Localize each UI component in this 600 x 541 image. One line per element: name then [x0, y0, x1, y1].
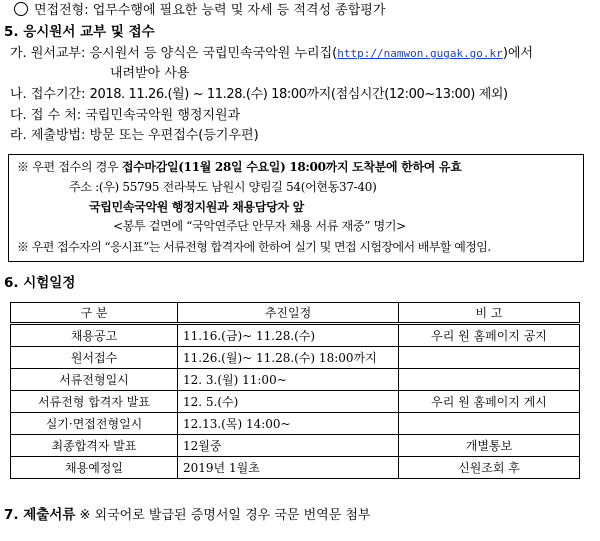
column-header: 비 고 [399, 303, 580, 324]
item-label: 다. 접 수 처: [10, 108, 82, 123]
row-schedule: 12. 3.(월) 11:00~ [178, 369, 399, 391]
row-category: 서류전형 합격자 발표 [11, 391, 178, 413]
section7-line [4, 506, 371, 525]
section6-heading: 6. 시험일정 [4, 275, 76, 291]
row-schedule: 2019년 1월초 [178, 457, 399, 479]
item-application-distribution [10, 45, 533, 63]
row-category: 채용예정일 [11, 457, 178, 479]
table-row [11, 391, 580, 413]
website-link[interactable]: http://namwon.gugak.go.kr [337, 47, 503, 60]
row-note: 우리 원 홈페이지 게시 [399, 391, 580, 413]
item-text-after: )에서 [502, 46, 534, 61]
notice-line-exam-ticket: ※ 우편 접수자의 “응시표”는 서류전형 합격자에 한하여 실기 및 면접 시험장에서 배부할 예정임. [17, 240, 491, 254]
section5-heading: 5. 응시원서 교부 및 접수 [4, 24, 155, 40]
item-application-period [10, 86, 508, 104]
row-schedule: 12월중 [178, 435, 399, 457]
row-category: 최종합격자 발표 [11, 435, 178, 457]
item-receiving-office [10, 107, 240, 125]
item-label: 라. 제출방법: [10, 128, 86, 143]
notice-deadline-bold: 접수마감일(11월 28일 수요일) 18:00까지 도착분에 한하여 유효 [121, 160, 462, 174]
row-note [399, 347, 580, 369]
column-header: 추진일정 [178, 303, 399, 324]
item-text: 응시원서 등 양식은 국립민속국악원 누리집( [89, 46, 338, 61]
table-row [11, 457, 580, 479]
item-text: 국립민속국악원 행정지원과 [85, 108, 241, 123]
row-category: 원서접수 [11, 347, 178, 369]
row-note [399, 413, 580, 435]
row-schedule: 12. 5.(수) [178, 391, 399, 413]
row-schedule: 11.26.(월)~ 11.28.(수) 18:00까지 [178, 347, 399, 369]
item-label: 가. 원서교부: [10, 46, 86, 61]
table-row [11, 369, 580, 391]
item-text: 2018. 11.26.(월) ~ 11.28.(수) 18:00까지(점심시간(12:00~13:00) 제외) [89, 87, 508, 102]
table-row [11, 347, 580, 369]
item-label: 나. 접수기간: [10, 87, 86, 102]
item-continuation: 내려받아 사용 [110, 66, 190, 81]
table-row [11, 413, 580, 435]
interview-criteria-text: 면접전형: 업무수행에 필요한 능력 및 자세 등 적격성 종합평가 [34, 3, 386, 18]
circle-bullet-icon [14, 2, 28, 16]
exam-schedule-table [10, 302, 580, 479]
row-schedule: 12.13.(목) 14:00~ [178, 413, 399, 435]
notice-line-deadline [17, 159, 462, 175]
row-category: 서류전형일시 [11, 369, 178, 391]
row-note: 우리 원 홈페이지 공지 [399, 324, 580, 347]
table-row [11, 324, 580, 347]
notice-prefix: ※ 우편 접수의 경우 [17, 160, 122, 174]
row-category: 실기·면접전형일시 [11, 413, 178, 435]
section7-heading: 7. 제출서류 [4, 507, 76, 523]
row-schedule: 11.16.(금)~ 11.28.(수) [178, 324, 399, 347]
intro-line [14, 2, 385, 20]
item-submission-method [10, 127, 259, 145]
row-note: 개별통보 [399, 435, 580, 457]
row-note [399, 369, 580, 391]
postal-notice-box [8, 154, 584, 262]
row-note: 신원조회 후 [399, 457, 580, 479]
notice-line-address: 주소 :(우) 55795 전라북도 남원시 양림길 54(어현동37-40) [69, 180, 377, 194]
section7-text: ※ 외국어로 발급된 증명서일 경우 국문 번역문 첨부 [79, 508, 371, 523]
notice-line-recipient: 국립민속국악원 행정지원과 채용담당자 앞 [89, 200, 304, 214]
table-row [11, 435, 580, 457]
column-header: 구 분 [11, 303, 178, 324]
table-header-row [11, 303, 580, 324]
item-text: 방문 또는 우편접수(등기우편) [89, 128, 259, 143]
row-category: 채용공고 [11, 324, 178, 347]
notice-line-envelope: <봉투 겉면에 “국악연주단 안무자 채용 서류 재중” 명기> [113, 219, 406, 233]
